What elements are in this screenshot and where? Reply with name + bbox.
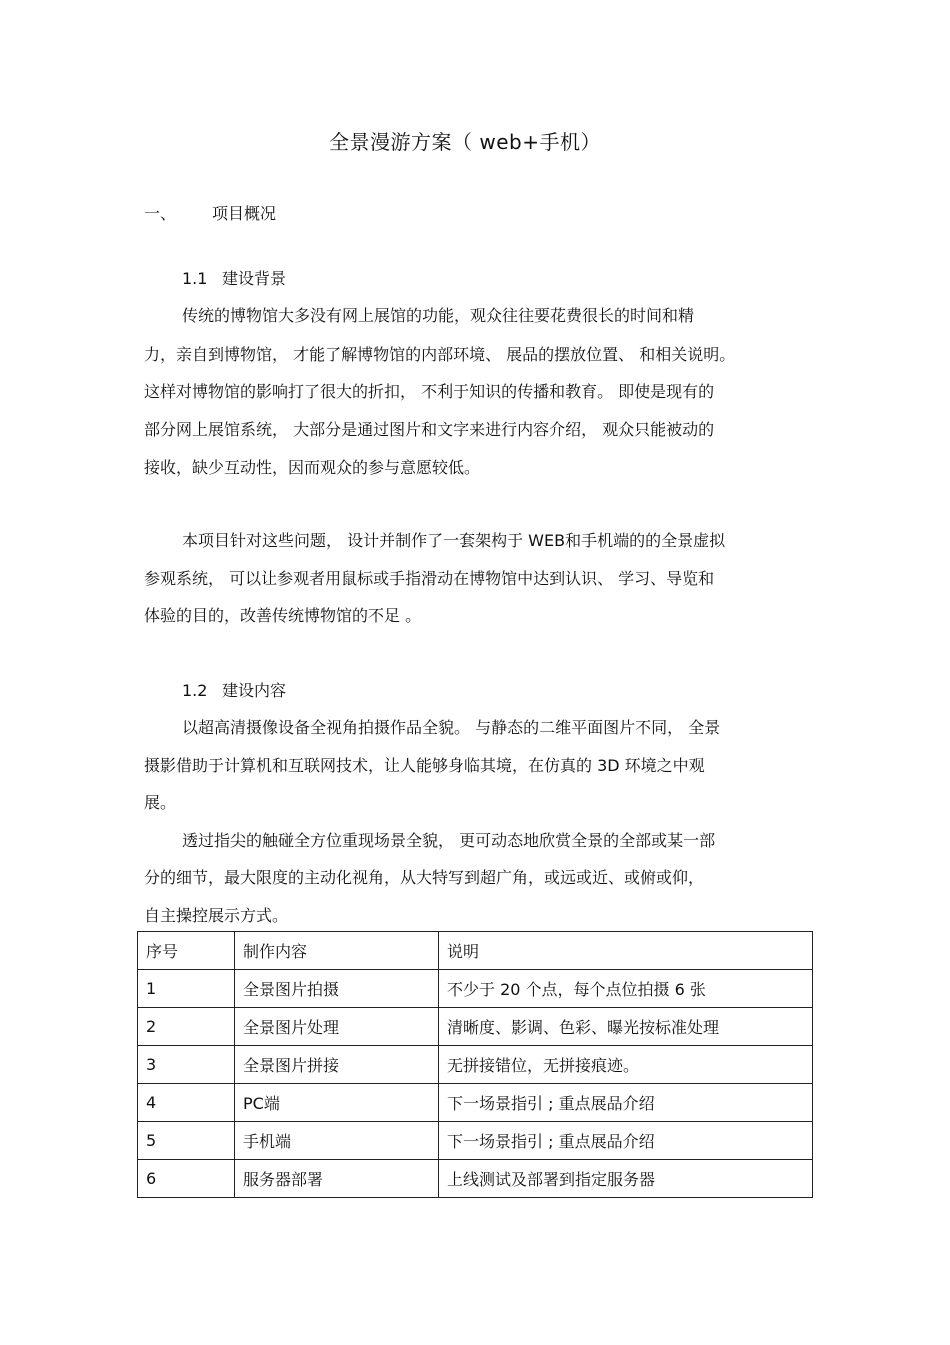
table-cell: 无拼接错位，无拼接痕迹。 bbox=[439, 1046, 813, 1084]
paragraph-line: 展。 bbox=[144, 793, 177, 812]
paragraph-line: 参观系统， 可以让参观者用鼠标或手指滑动在博物馆中达到认识、 学习、导览和 bbox=[144, 569, 715, 588]
table-cell: 不少于 20 个点，每个点位拍摄 6 张 bbox=[439, 970, 813, 1008]
paragraph-line: 这样对博物馆的影响打了很大的折扣， 不利于知识的传播和教育。 即使是现有的 bbox=[144, 382, 715, 401]
paragraph-line: 分的细节，最大限度的主动化视角，从大特写到超广角，或远或近、或俯或仰， bbox=[144, 868, 705, 887]
table-cell: 4 bbox=[138, 1084, 235, 1122]
table-row bbox=[138, 1122, 813, 1160]
production-content-table bbox=[137, 931, 813, 1198]
table-row bbox=[138, 1008, 813, 1046]
paragraph-line: 摄影借助于计算机和互联网技术，让人能够身临其境，在仿真的 3D 环境之中观 bbox=[144, 756, 705, 775]
table-cell: 全景图片拍摄 bbox=[235, 970, 439, 1008]
table-header-cell: 制作内容 bbox=[235, 932, 439, 970]
table-cell: 2 bbox=[138, 1008, 235, 1046]
table-cell: 服务器部署 bbox=[235, 1160, 439, 1198]
table-cell: 5 bbox=[138, 1122, 235, 1160]
paragraph-line: 透过指尖的触碰全方位重现场景全貌， 更可动态地欣赏全景的全部或某一部 bbox=[182, 831, 716, 850]
table-cell: 上线测试及部署到指定服务器 bbox=[439, 1160, 813, 1198]
paragraph-line: 接收，缺少互动性，因而观众的参与意愿较低。 bbox=[144, 458, 481, 477]
paragraph-line: 体验的目的，改善传统博物馆的不足 。 bbox=[144, 606, 422, 625]
table-row bbox=[138, 1084, 813, 1122]
table-header-cell: 说明 bbox=[439, 932, 813, 970]
table-cell: 3 bbox=[138, 1046, 235, 1084]
table-cell: 全景图片处理 bbox=[235, 1008, 439, 1046]
table-row bbox=[138, 1046, 813, 1084]
subsection-heading-content bbox=[182, 678, 286, 701]
subsection-label: 建设内容 bbox=[222, 681, 287, 700]
subsection-label: 建设背景 bbox=[222, 269, 287, 288]
table-cell: 下一场景指引 ; 重点展品介绍 bbox=[439, 1122, 813, 1160]
table-row bbox=[138, 970, 813, 1008]
subsection-number: 1.1 bbox=[182, 269, 208, 288]
paragraph-line: 自主操控展示方式。 bbox=[144, 906, 289, 925]
table-cell: 1 bbox=[138, 970, 235, 1008]
table-cell: 清晰度、影调、色彩、曝光按标准处理 bbox=[439, 1008, 813, 1046]
section-label: 项目概况 bbox=[212, 204, 277, 223]
table-cell: 下一场景指引 ; 重点展品介绍 bbox=[439, 1084, 813, 1122]
document-title: 全景漫游方案（ web+手机） bbox=[329, 130, 601, 154]
paragraph-line: 以超高清摄像设备全视角拍摄作品全貌。 与静态的二维平面图片不同， 全景 bbox=[182, 718, 721, 737]
table-header-cell: 序号 bbox=[138, 932, 235, 970]
paragraph-line: 力，亲自到博物馆， 才能了解博物馆的内部环境、 展品的摆放位置、 和相关说明。 bbox=[144, 345, 736, 364]
table-cell: 全景图片拼接 bbox=[235, 1046, 439, 1084]
paragraph-line: 传统的博物馆大多没有网上展馆的功能，观众往往要花费很长的时间和精 bbox=[182, 306, 695, 325]
subsection-heading-background bbox=[182, 266, 286, 289]
table-header-row bbox=[138, 932, 813, 970]
table-cell: PC端 bbox=[235, 1084, 439, 1122]
subsection-number: 1.2 bbox=[182, 681, 208, 700]
table-cell: 手机端 bbox=[235, 1122, 439, 1160]
paragraph-line: 本项目针对这些问题， 设计并制作了一套架构于 WEB和手机端的的全景虚拟 bbox=[182, 531, 726, 550]
paragraph-line: 部分网上展馆系统， 大部分是通过图片和文字来进行内容介绍， 观众只能被动的 bbox=[144, 420, 715, 439]
table-row bbox=[138, 1160, 813, 1198]
section-heading-overview bbox=[144, 201, 276, 224]
table-cell: 6 bbox=[138, 1160, 235, 1198]
section-number: 一、 bbox=[144, 204, 177, 223]
